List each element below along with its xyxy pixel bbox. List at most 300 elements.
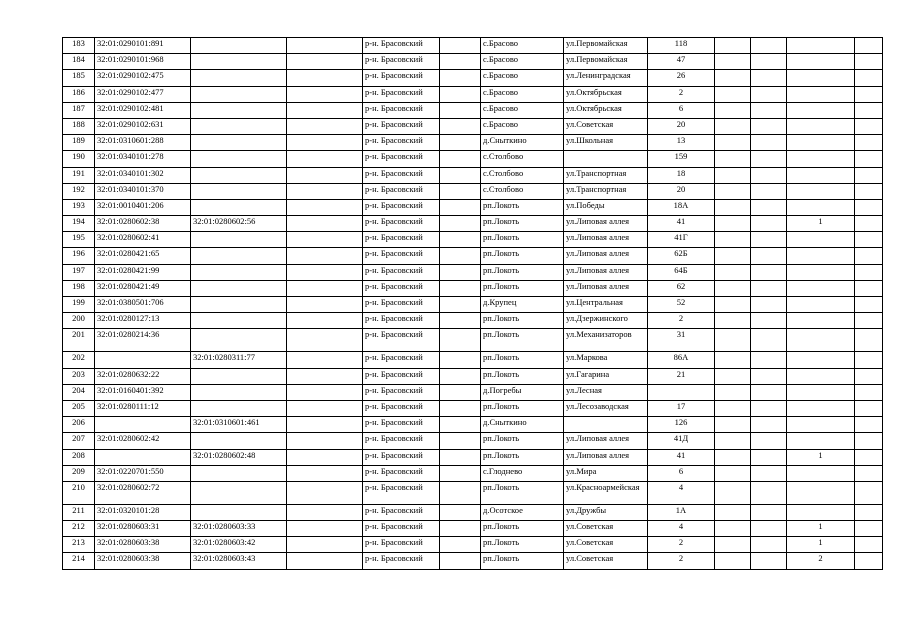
street-cell: ул.Лесная (564, 384, 648, 400)
empty-cell (287, 280, 363, 296)
cadastral-number-cell: 32:01:0280602:72 (95, 481, 191, 504)
district-cell: р-н. Брасовский (363, 504, 440, 520)
district-cell: р-н. Брасовский (363, 521, 440, 537)
empty-cell (715, 329, 751, 352)
cadastral-number-cell: 32:01:0160401:392 (95, 384, 191, 400)
empty-cell (751, 400, 787, 416)
empty-cell (855, 102, 883, 118)
empty-cell (440, 248, 481, 264)
empty-cell (751, 199, 787, 215)
house-number-cell: 21 (648, 368, 715, 384)
row-number-cell: 188 (63, 118, 95, 134)
count-cell (787, 417, 855, 433)
empty-cell (855, 151, 883, 167)
empty-cell (855, 232, 883, 248)
cadastral-number-cell (95, 352, 191, 368)
empty-cell (715, 118, 751, 134)
empty-cell (855, 449, 883, 465)
empty-cell (751, 352, 787, 368)
empty-cell (751, 232, 787, 248)
district-cell: р-н. Брасовский (363, 232, 440, 248)
row-number-cell: 198 (63, 280, 95, 296)
count-cell (787, 183, 855, 199)
house-number-cell: 62 (648, 280, 715, 296)
street-cell: ул.Механизаторов (564, 329, 648, 352)
house-number-cell: 159 (648, 151, 715, 167)
district-cell: р-н. Брасовский (363, 38, 440, 54)
empty-cell (440, 199, 481, 215)
cadastral-number-2-cell (191, 280, 287, 296)
district-cell: р-н. Брасовский (363, 280, 440, 296)
count-cell (787, 352, 855, 368)
house-number-cell: 2 (648, 313, 715, 329)
empty-cell (855, 417, 883, 433)
table-row (63, 352, 883, 368)
house-number-cell: 41 (648, 216, 715, 232)
settlement-cell: рп.Локоть (481, 264, 564, 280)
empty-cell (440, 70, 481, 86)
empty-cell (855, 313, 883, 329)
row-number-cell: 208 (63, 449, 95, 465)
street-cell: ул.Советская (564, 521, 648, 537)
cadastral-number-cell (95, 449, 191, 465)
cadastral-number-2-cell (191, 481, 287, 504)
empty-cell (440, 481, 481, 504)
row-number-cell: 192 (63, 183, 95, 199)
cadastral-number-2-cell: 32:01:0310601:461 (191, 417, 287, 433)
empty-cell (440, 384, 481, 400)
table-row (63, 433, 883, 449)
count-cell (787, 151, 855, 167)
district-cell: р-н. Брасовский (363, 118, 440, 134)
empty-cell (855, 297, 883, 313)
empty-cell (287, 481, 363, 504)
empty-cell (287, 102, 363, 118)
cadastral-number-cell: 32:01:0280602:41 (95, 232, 191, 248)
empty-cell (855, 481, 883, 504)
house-number-cell: 41Г (648, 232, 715, 248)
district-cell: р-н. Брасовский (363, 297, 440, 313)
empty-cell (440, 521, 481, 537)
cadastral-number-2-cell: 32:01:0280603:33 (191, 521, 287, 537)
district-cell: р-н. Брасовский (363, 384, 440, 400)
house-number-cell: 118 (648, 38, 715, 54)
empty-cell (855, 118, 883, 134)
street-cell: ул.Первомайская (564, 54, 648, 70)
settlement-cell: с.Столбово (481, 183, 564, 199)
empty-cell (855, 167, 883, 183)
register-table-body (63, 38, 883, 570)
table-row (63, 368, 883, 384)
empty-cell (855, 70, 883, 86)
house-number-cell: 1А (648, 504, 715, 520)
empty-cell (855, 537, 883, 553)
settlement-cell: д.Сныткино (481, 135, 564, 151)
district-cell: р-н. Брасовский (363, 183, 440, 199)
street-cell: ул.Ленинградская (564, 70, 648, 86)
empty-cell (440, 352, 481, 368)
count-cell (787, 313, 855, 329)
row-number-cell: 190 (63, 151, 95, 167)
row-number-cell: 210 (63, 481, 95, 504)
empty-cell (287, 504, 363, 520)
row-number-cell: 191 (63, 167, 95, 183)
empty-cell (751, 70, 787, 86)
settlement-cell: с.Брасово (481, 118, 564, 134)
cadastral-number-2-cell (191, 167, 287, 183)
empty-cell (287, 297, 363, 313)
house-number-cell: 41Д (648, 433, 715, 449)
count-cell (787, 118, 855, 134)
empty-cell (287, 449, 363, 465)
empty-cell (715, 481, 751, 504)
settlement-cell: д.Крупец (481, 297, 564, 313)
empty-cell (715, 297, 751, 313)
row-number-cell: 186 (63, 86, 95, 102)
empty-cell (440, 368, 481, 384)
row-number-cell: 183 (63, 38, 95, 54)
count-cell (787, 102, 855, 118)
district-cell: р-н. Брасовский (363, 449, 440, 465)
district-cell: р-н. Брасовский (363, 151, 440, 167)
row-number-cell: 209 (63, 465, 95, 481)
street-cell: ул.Школьная (564, 135, 648, 151)
table-row (63, 537, 883, 553)
count-cell (787, 280, 855, 296)
cadastral-number-cell: 32:01:0280421:65 (95, 248, 191, 264)
street-cell: ул.Первомайская (564, 38, 648, 54)
district-cell: р-н. Брасовский (363, 54, 440, 70)
count-cell (787, 400, 855, 416)
row-number-cell: 185 (63, 70, 95, 86)
street-cell: ул.Центральная (564, 297, 648, 313)
empty-cell (287, 400, 363, 416)
table-row (63, 167, 883, 183)
empty-cell (715, 248, 751, 264)
empty-cell (751, 86, 787, 102)
count-cell: 1 (787, 537, 855, 553)
empty-cell (715, 38, 751, 54)
empty-cell (715, 135, 751, 151)
house-number-cell: 47 (648, 54, 715, 70)
count-cell (787, 135, 855, 151)
empty-cell (440, 537, 481, 553)
table-row (63, 199, 883, 215)
empty-cell (855, 504, 883, 520)
cadastral-number-cell: 32:01:0280421:99 (95, 264, 191, 280)
settlement-cell: рп.Локоть (481, 280, 564, 296)
settlement-cell: д.Сныткино (481, 417, 564, 433)
table-row (63, 264, 883, 280)
street-cell: ул.Транспортная (564, 183, 648, 199)
cadastral-number-2-cell (191, 151, 287, 167)
house-number-cell: 2 (648, 553, 715, 569)
empty-cell (855, 199, 883, 215)
empty-cell (855, 86, 883, 102)
district-cell: р-н. Брасовский (363, 135, 440, 151)
empty-cell (855, 329, 883, 352)
row-number-cell: 197 (63, 264, 95, 280)
empty-cell (751, 280, 787, 296)
empty-cell (751, 38, 787, 54)
settlement-cell: рп.Локоть (481, 368, 564, 384)
empty-cell (440, 183, 481, 199)
empty-cell (715, 417, 751, 433)
empty-cell (287, 232, 363, 248)
table-row (63, 521, 883, 537)
empty-cell (855, 553, 883, 569)
row-number-cell: 211 (63, 504, 95, 520)
house-number-cell: 26 (648, 70, 715, 86)
empty-cell (751, 248, 787, 264)
settlement-cell: рп.Локоть (481, 329, 564, 352)
cadastral-number-cell: 32:01:0280603:38 (95, 553, 191, 569)
house-number-cell: 86А (648, 352, 715, 368)
empty-cell (287, 521, 363, 537)
cadastral-number-2-cell (191, 70, 287, 86)
cadastral-number-2-cell (191, 400, 287, 416)
cadastral-number-2-cell (191, 329, 287, 352)
count-cell (787, 368, 855, 384)
cadastral-number-cell: 32:01:0280127:13 (95, 313, 191, 329)
district-cell: р-н. Брасовский (363, 481, 440, 504)
house-number-cell (648, 384, 715, 400)
table-row (63, 504, 883, 520)
cadastral-number-2-cell (191, 199, 287, 215)
table-row (63, 216, 883, 232)
cadastral-number-2-cell (191, 465, 287, 481)
cadastral-number-cell: 32:01:0380501:706 (95, 297, 191, 313)
empty-cell (855, 38, 883, 54)
row-number-cell: 202 (63, 352, 95, 368)
empty-cell (440, 297, 481, 313)
empty-cell (287, 54, 363, 70)
empty-cell (440, 433, 481, 449)
street-cell (564, 151, 648, 167)
settlement-cell: с.Брасово (481, 102, 564, 118)
street-cell: ул.Октябрьская (564, 102, 648, 118)
empty-cell (715, 151, 751, 167)
table-row (63, 135, 883, 151)
empty-cell (715, 232, 751, 248)
empty-cell (855, 280, 883, 296)
count-cell (787, 433, 855, 449)
settlement-cell: рп.Локоть (481, 449, 564, 465)
empty-cell (855, 352, 883, 368)
empty-cell (855, 216, 883, 232)
house-number-cell: 64Б (648, 264, 715, 280)
empty-cell (715, 199, 751, 215)
house-number-cell: 20 (648, 118, 715, 134)
settlement-cell: рп.Локоть (481, 400, 564, 416)
settlement-cell: рп.Локоть (481, 481, 564, 504)
empty-cell (715, 384, 751, 400)
count-cell (787, 384, 855, 400)
table-row (63, 70, 883, 86)
district-cell: р-н. Брасовский (363, 352, 440, 368)
empty-cell (287, 313, 363, 329)
empty-cell (440, 329, 481, 352)
street-cell: ул.Липовая аллея (564, 232, 648, 248)
settlement-cell: с.Брасово (481, 70, 564, 86)
district-cell: р-н. Брасовский (363, 465, 440, 481)
house-number-cell: 62Б (648, 248, 715, 264)
empty-cell (287, 199, 363, 215)
settlement-cell: рп.Локоть (481, 521, 564, 537)
house-number-cell: 18А (648, 199, 715, 215)
register-table (62, 37, 883, 570)
house-number-cell: 13 (648, 135, 715, 151)
settlement-cell: рп.Локоть (481, 352, 564, 368)
house-number-cell: 4 (648, 481, 715, 504)
empty-cell (440, 151, 481, 167)
cadastral-number-2-cell (191, 248, 287, 264)
cadastral-number-cell: 32:01:0290101:968 (95, 54, 191, 70)
house-number-cell: 17 (648, 400, 715, 416)
empty-cell (287, 329, 363, 352)
district-cell: р-н. Брасовский (363, 70, 440, 86)
row-number-cell: 200 (63, 313, 95, 329)
district-cell: р-н. Брасовский (363, 433, 440, 449)
table-row (63, 384, 883, 400)
row-number-cell: 204 (63, 384, 95, 400)
empty-cell (287, 465, 363, 481)
district-cell: р-н. Брасовский (363, 553, 440, 569)
row-number-cell: 189 (63, 135, 95, 151)
count-cell: 2 (787, 553, 855, 569)
cadastral-number-2-cell: 32:01:0280603:43 (191, 553, 287, 569)
empty-cell (715, 313, 751, 329)
table-row (63, 151, 883, 167)
table-row (63, 232, 883, 248)
empty-cell (855, 135, 883, 151)
cadastral-number-cell: 32:01:0290102:481 (95, 102, 191, 118)
settlement-cell: д.Погребы (481, 384, 564, 400)
empty-cell (855, 433, 883, 449)
empty-cell (715, 280, 751, 296)
cadastral-number-2-cell: 32:01:0280311:77 (191, 352, 287, 368)
row-number-cell: 206 (63, 417, 95, 433)
cadastral-number-2-cell (191, 232, 287, 248)
cadastral-number-cell: 32:01:0310601:288 (95, 135, 191, 151)
row-number-cell: 195 (63, 232, 95, 248)
settlement-cell: рп.Локоть (481, 433, 564, 449)
cadastral-number-cell: 32:01:0280214:36 (95, 329, 191, 352)
empty-cell (287, 417, 363, 433)
empty-cell (287, 384, 363, 400)
settlement-cell: рп.Локоть (481, 216, 564, 232)
street-cell: ул.Советская (564, 553, 648, 569)
count-cell (787, 167, 855, 183)
empty-cell (715, 521, 751, 537)
cadastral-number-2-cell: 32:01:0280602:56 (191, 216, 287, 232)
cadastral-number-cell: 32:01:0280603:31 (95, 521, 191, 537)
district-cell: р-н. Брасовский (363, 248, 440, 264)
cadastral-number-cell: 32:01:0340101:302 (95, 167, 191, 183)
empty-cell (751, 537, 787, 553)
empty-cell (751, 481, 787, 504)
empty-cell (287, 70, 363, 86)
empty-cell (751, 465, 787, 481)
empty-cell (751, 102, 787, 118)
empty-cell (751, 167, 787, 183)
empty-cell (440, 167, 481, 183)
settlement-cell: рп.Локоть (481, 313, 564, 329)
district-cell: р-н. Брасовский (363, 329, 440, 352)
empty-cell (287, 38, 363, 54)
empty-cell (715, 264, 751, 280)
table-row (63, 86, 883, 102)
row-number-cell: 194 (63, 216, 95, 232)
count-cell (787, 504, 855, 520)
settlement-cell: с.Глоднево (481, 465, 564, 481)
empty-cell (855, 264, 883, 280)
count-cell: 1 (787, 449, 855, 465)
empty-cell (287, 352, 363, 368)
empty-cell (751, 329, 787, 352)
empty-cell (751, 151, 787, 167)
street-cell: ул.Мира (564, 465, 648, 481)
empty-cell (287, 118, 363, 134)
street-cell: ул.Липовая аллея (564, 248, 648, 264)
house-number-cell: 52 (648, 297, 715, 313)
street-cell: ул.Дружбы (564, 504, 648, 520)
empty-cell (440, 465, 481, 481)
cadastral-number-2-cell (191, 297, 287, 313)
cadastral-number-cell: 32:01:0280602:38 (95, 216, 191, 232)
street-cell: ул.Советская (564, 118, 648, 134)
settlement-cell: рп.Локоть (481, 553, 564, 569)
empty-cell (855, 400, 883, 416)
district-cell: р-н. Брасовский (363, 86, 440, 102)
cadastral-number-cell: 32:01:0220701:550 (95, 465, 191, 481)
street-cell: ул.Липовая аллея (564, 280, 648, 296)
house-number-cell: 4 (648, 521, 715, 537)
cadastral-number-cell: 32:01:0320101:28 (95, 504, 191, 520)
count-cell: 1 (787, 216, 855, 232)
empty-cell (440, 504, 481, 520)
empty-cell (751, 449, 787, 465)
street-cell: ул.Октябрьская (564, 86, 648, 102)
street-cell: ул.Красноармейская (564, 481, 648, 504)
cadastral-number-2-cell (191, 38, 287, 54)
row-number-cell: 187 (63, 102, 95, 118)
cadastral-number-cell: 32:01:0280602:42 (95, 433, 191, 449)
table-row (63, 280, 883, 296)
empty-cell (440, 417, 481, 433)
cadastral-number-2-cell (191, 135, 287, 151)
empty-cell (715, 400, 751, 416)
empty-cell (440, 118, 481, 134)
table-row (63, 465, 883, 481)
cadastral-number-cell: 32:01:0010401:206 (95, 199, 191, 215)
row-number-cell: 199 (63, 297, 95, 313)
cadastral-number-2-cell (191, 86, 287, 102)
empty-cell (440, 553, 481, 569)
cadastral-number-2-cell (191, 433, 287, 449)
empty-cell (440, 313, 481, 329)
row-number-cell: 205 (63, 400, 95, 416)
cadastral-number-2-cell (191, 384, 287, 400)
count-cell (787, 38, 855, 54)
count-cell (787, 54, 855, 70)
empty-cell (440, 38, 481, 54)
street-cell: ул.Липовая аллея (564, 264, 648, 280)
empty-cell (287, 183, 363, 199)
empty-cell (440, 86, 481, 102)
empty-cell (855, 465, 883, 481)
count-cell (787, 297, 855, 313)
